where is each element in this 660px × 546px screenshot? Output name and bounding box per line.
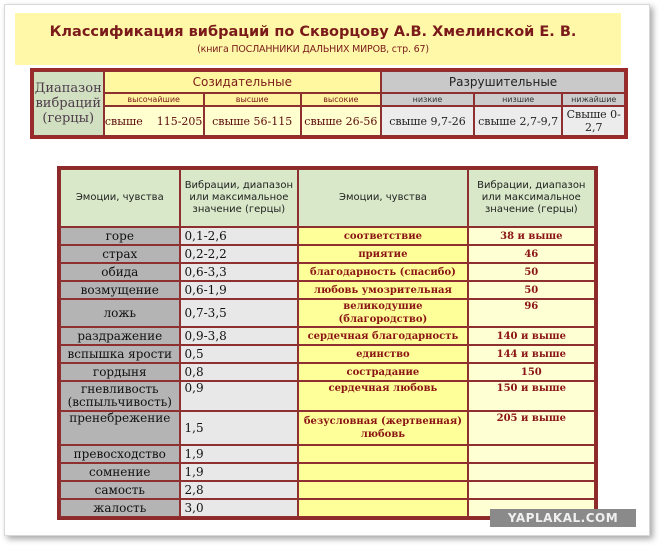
range-value: свыше 56-115	[204, 106, 301, 136]
positive-emotion: сердечная любовь	[298, 381, 467, 411]
negative-value: 0,9	[180, 381, 299, 411]
table-row	[60, 411, 595, 445]
negative-emotion: обида	[60, 263, 180, 281]
positive-emotion	[298, 463, 467, 481]
negative-emotion: гордыня	[60, 363, 180, 381]
emotions-vibrations-table	[57, 166, 598, 520]
table-row	[60, 327, 595, 345]
positive-value: 50	[468, 281, 595, 299]
page-subtitle: (книга ПОСЛАННИКИ ДАЛЬНИХ МИРОВ, стр. 67)	[197, 44, 429, 55]
negative-emotion: раздражение	[60, 327, 180, 345]
negative-emotion: вспышка ярости	[60, 345, 180, 363]
table-row	[60, 445, 595, 463]
positive-emotion: соответствие	[298, 227, 467, 245]
negative-value: 0,8	[180, 363, 299, 381]
positive-emotion: сердечная благодарность	[298, 327, 467, 345]
site-watermark: YAPLAKAL.COM	[490, 509, 636, 527]
page-title: Классификация вибраций по Скворцову А.В. Хмелинской Е. В.	[49, 24, 577, 40]
positive-value: 96	[468, 299, 595, 327]
negative-value: 0,2-2,2	[180, 245, 299, 263]
table-row	[60, 227, 595, 245]
negative-value: 0,1-2,6	[180, 227, 299, 245]
positive-value	[468, 445, 595, 463]
table-row	[60, 463, 595, 481]
creative-group-header: Созидательные	[104, 71, 382, 93]
col-header-emotions-left: Эмоции, чувства	[60, 169, 180, 227]
range-value: свыше 115-205	[104, 106, 204, 136]
table-row	[60, 299, 595, 327]
col-header-vibrations-left: Вибрации, диапазон или максимальное значение (герцы)	[180, 169, 299, 227]
positive-value: 140 и выше	[468, 327, 595, 345]
table-row	[60, 245, 595, 263]
negative-value: 0,5	[180, 345, 299, 363]
negative-emotion: превосходство	[60, 445, 180, 463]
positive-value: 205 и выше	[468, 411, 595, 445]
positive-value	[468, 481, 595, 499]
positive-emotion: приятие	[298, 245, 467, 263]
positive-value: 150	[468, 363, 595, 381]
positive-emotion: сострадание	[298, 363, 467, 381]
range-row-header: Диапазон вибраций (герцы)	[33, 71, 104, 136]
positive-emotion: благодарность (спасибо)	[298, 263, 467, 281]
negative-value: 1,5	[180, 411, 299, 445]
positive-emotion: единство	[298, 345, 467, 363]
negative-value: 0,7-3,5	[180, 299, 299, 327]
positive-value: 144 и выше	[468, 345, 595, 363]
table-row	[60, 363, 595, 381]
negative-emotion: сомнение	[60, 463, 180, 481]
negative-value: 2,8	[180, 481, 299, 499]
negative-emotion: жалость	[60, 499, 180, 517]
destructive-group-header: Разрушительные	[381, 71, 625, 93]
negative-emotion: ложь	[60, 299, 180, 327]
negative-emotion: самость	[60, 481, 180, 499]
positive-emotion	[298, 445, 467, 463]
negative-emotion: пренебрежение	[60, 411, 180, 445]
positive-value	[468, 463, 595, 481]
col-header-vibrations-right: Вибрации, диапазон или максимальное значение (герцы)	[468, 169, 595, 227]
range-sublabel: низшие	[474, 93, 563, 106]
table-row	[60, 281, 595, 299]
negative-emotion: страх	[60, 245, 180, 263]
negative-value: 1,9	[180, 463, 299, 481]
range-sublabel: высочайшие	[104, 93, 204, 106]
vibration-ranges-table	[30, 68, 628, 139]
range-sublabel: высшие	[204, 93, 301, 106]
negative-value: 3,0	[180, 499, 299, 517]
positive-emotion	[298, 499, 467, 517]
table-row	[60, 481, 595, 499]
negative-value: 0,6-3,3	[180, 263, 299, 281]
range-value: Свыше 0-2,7	[562, 106, 625, 136]
positive-value: 50	[468, 263, 595, 281]
range-sublabel: низкие	[381, 93, 474, 106]
table-row	[60, 345, 595, 363]
positive-value: 46	[468, 245, 595, 263]
negative-emotion: возмущение	[60, 281, 180, 299]
range-sublabel: высокие	[301, 93, 382, 106]
table-row	[60, 381, 595, 411]
positive-value: 150 и выше	[468, 381, 595, 411]
negative-value: 1,9	[180, 445, 299, 463]
table-row	[60, 263, 595, 281]
range-sublabel: нижайшие	[562, 93, 625, 106]
negative-value: 0,9-3,8	[180, 327, 299, 345]
positive-emotion: любовь умозрительная	[298, 281, 467, 299]
col-header-emotions-right: Эмоции, чувства	[298, 169, 467, 227]
positive-emotion: безусловная (жертвенная) любовь	[298, 411, 467, 445]
negative-emotion: горе	[60, 227, 180, 245]
range-value: свыше 26-56	[301, 106, 382, 136]
positive-emotion	[298, 481, 467, 499]
positive-emotion: великодушие (благородство)	[298, 299, 467, 327]
positive-value: 38 и выше	[468, 227, 595, 245]
negative-emotion: гневливость (вспыльчивость)	[60, 381, 180, 411]
negative-value: 0,6-1,9	[180, 281, 299, 299]
range-value: свыше 9,7-26	[381, 106, 474, 136]
range-value: свыше 2,7-9,7	[474, 106, 563, 136]
